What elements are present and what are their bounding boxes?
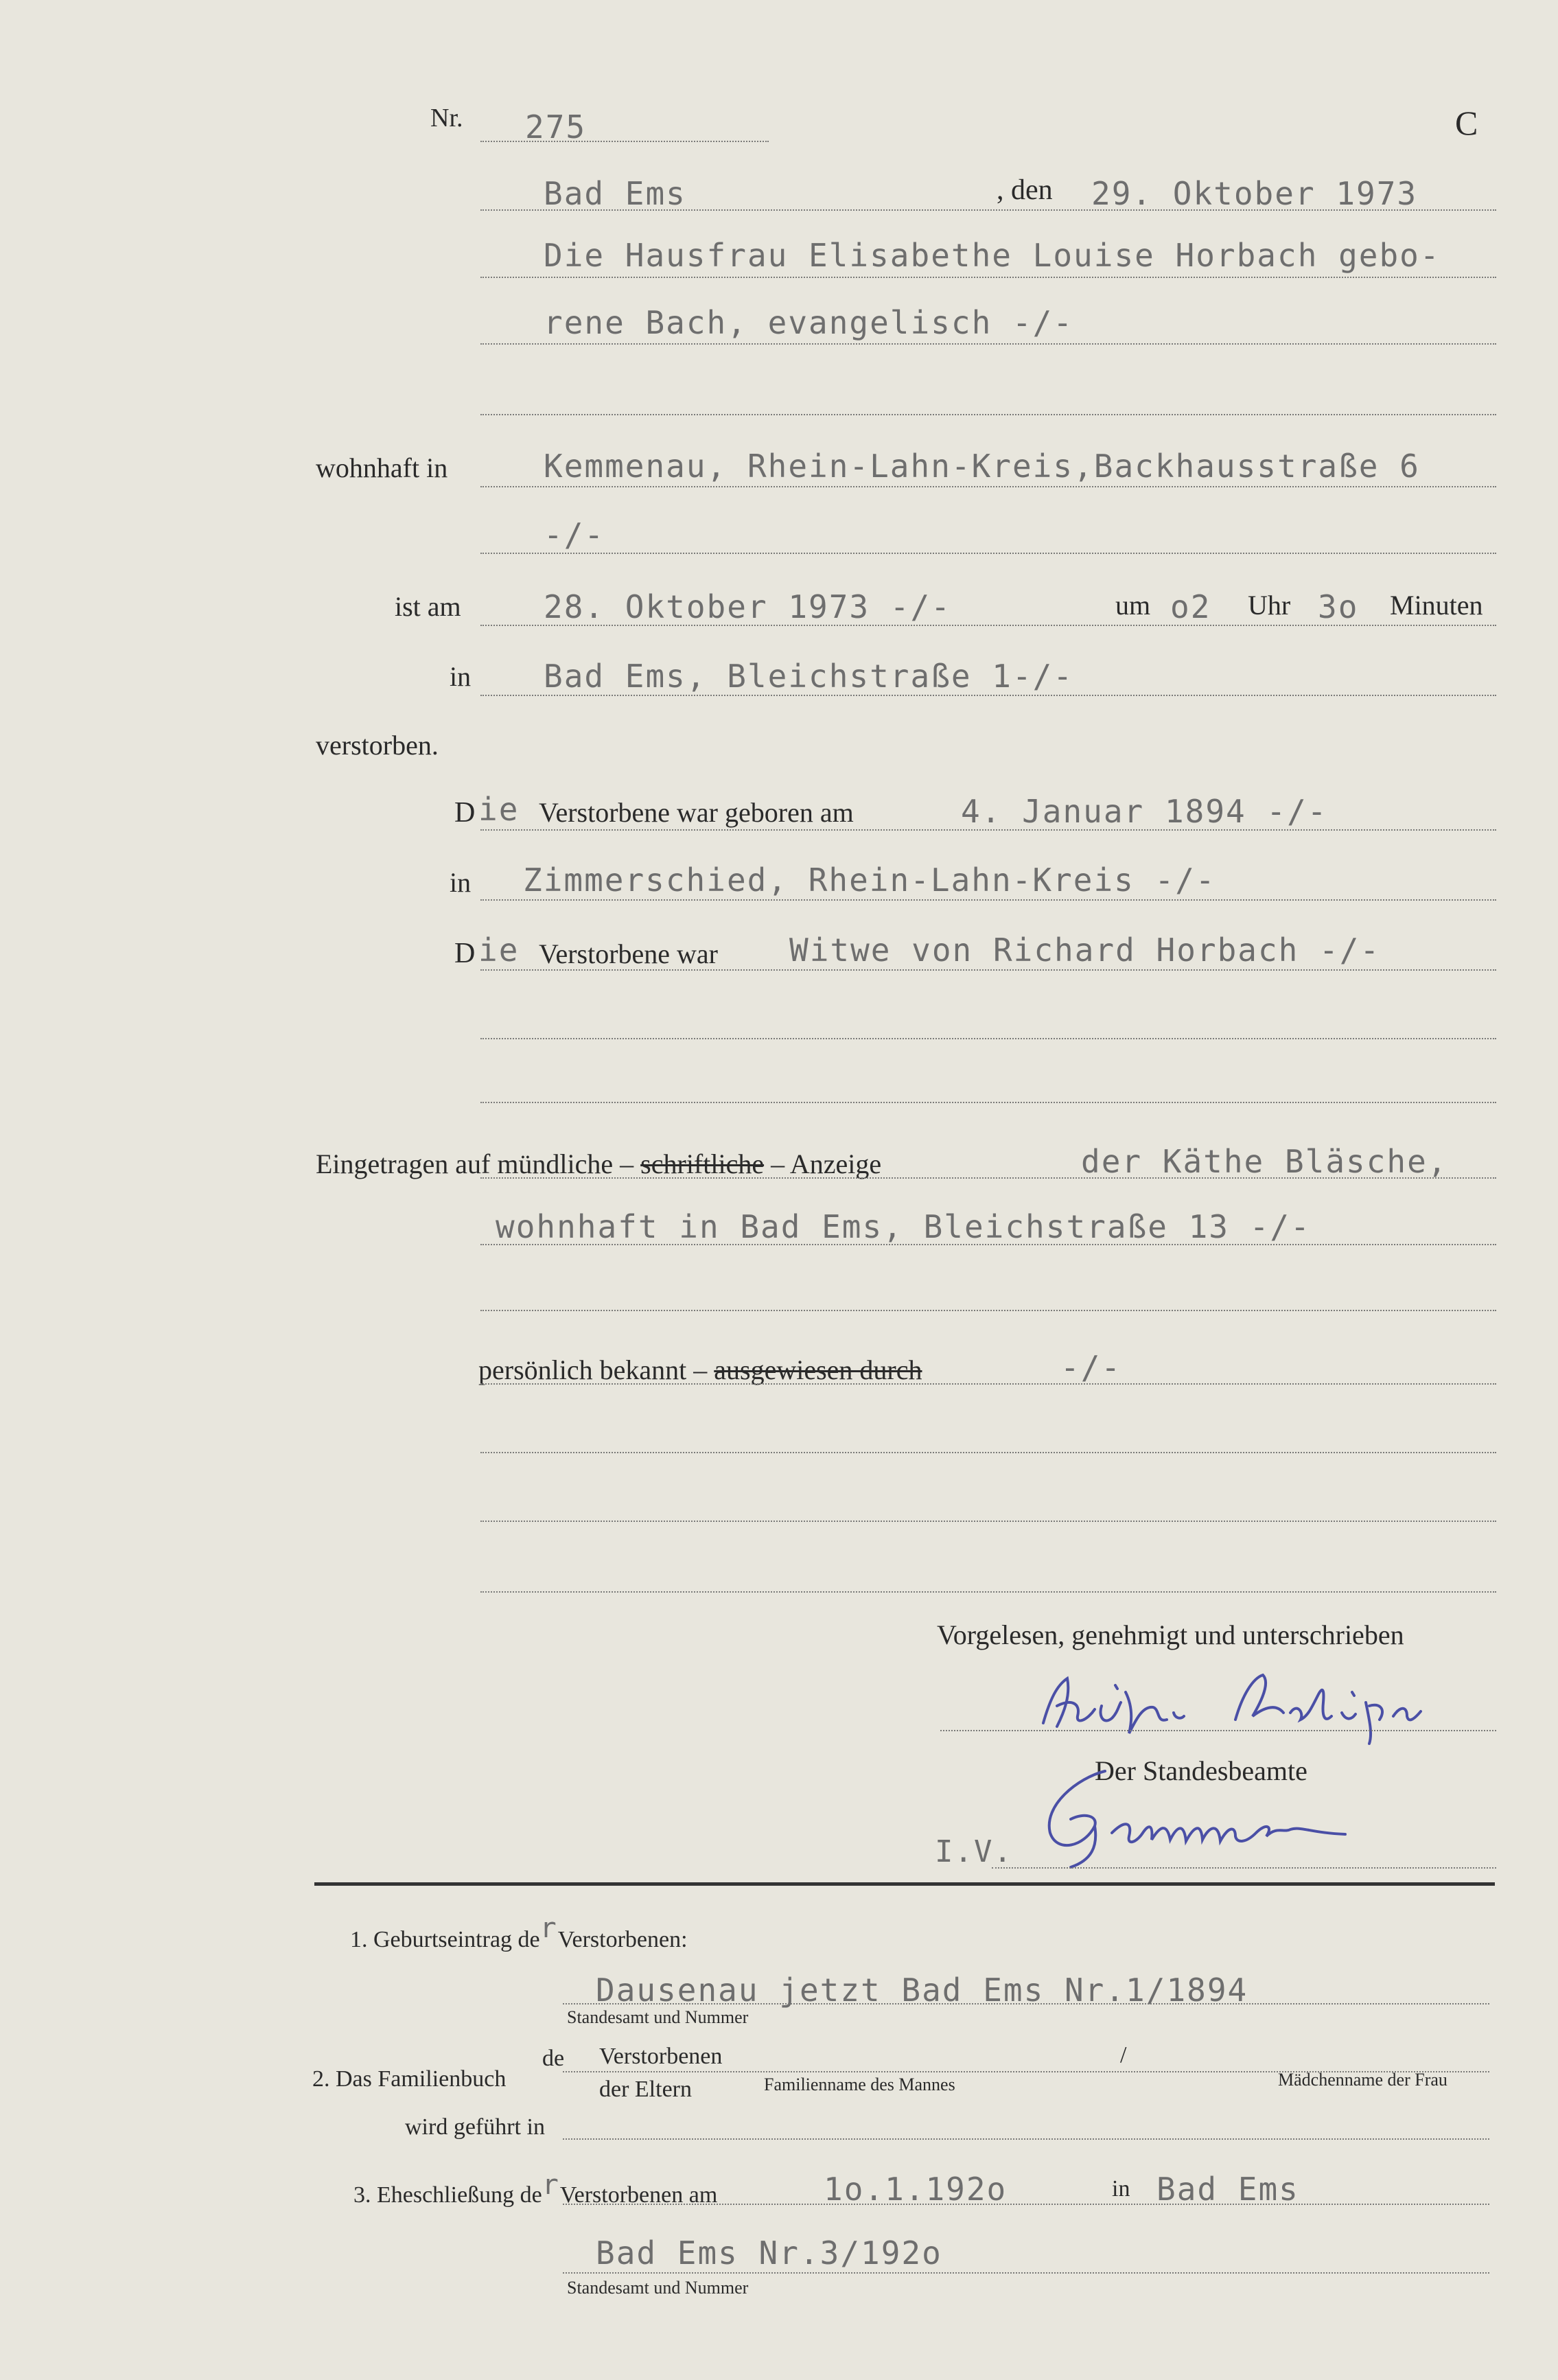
status-d-prefix: D [454,938,476,969]
issue-date: 29. Oktober 1973 [1091,175,1418,212]
official-signature [1030,1757,1441,1874]
death-minute: 3o [1318,588,1359,625]
uhr-label: Uhr [1248,590,1291,621]
status-rule-2 [480,1038,1496,1039]
informant-line-3-rule [480,1310,1496,1311]
identity-rule [480,1383,1496,1385]
note2-kept-in-label: wird geführt in [405,2114,545,2140]
note3-in-label: in [1112,2176,1130,2202]
note2-kept-in-rule [563,2138,1489,2140]
person-line-3-rule [480,414,1496,415]
status-rule [480,969,1496,971]
note2-caption-wife: Mädchenname der Frau [1278,2070,1447,2090]
identity-rule-2 [480,1452,1496,1453]
birth-label: Verstorbene war geboren am [539,797,854,828]
den-label: , den [997,174,1053,206]
note3-rule [563,2204,1489,2205]
official-label: Der Standesbeamte [1095,1755,1307,1786]
note1-value: Dausenau jetzt Bad Ems Nr.1/1894 [596,1972,1248,2009]
identity-value: -/- [1060,1349,1122,1386]
identity-rule-4 [480,1591,1496,1593]
residence-line-1: Kemmenau, Rhein-Lahn-Kreis,Backhausstraße 6 [544,448,1420,485]
um-label: um [1115,590,1151,621]
note3-place: Bad Ems [1156,2171,1299,2208]
death-hour: o2 [1170,588,1211,625]
informant-line-1-rule [480,1177,1496,1179]
birth-d-suffix: ie [478,791,520,828]
note2-slash: / [1120,2042,1127,2068]
birth-place-rule [480,899,1496,901]
status-d-suffix: ie [478,932,520,969]
note2-caption-husband: Familienname des Mannes [764,2075,955,2094]
iv-label: I.V. [935,1834,1013,1869]
identity-rule-3 [480,1521,1496,1522]
death-place: Bad Ems, Bleichstraße 1-/- [544,658,1074,695]
note2-label: 2. Das Familienbuch [312,2066,507,2092]
birth-date-rule [480,829,1496,831]
residence-line-1-rule [480,486,1496,487]
note3-date: 1o.1.192o [824,2171,1008,2208]
person-line-1: Die Hausfrau Elisabethe Louise Horbach gebo- [544,237,1441,274]
note3-caption: Standesamt und Nummer [567,2278,749,2298]
person-line-1-rule [480,277,1496,278]
residence-label: wohnhaft in [316,452,448,483]
place-value: Bad Ems [544,175,686,212]
read-approved-label: Vorgelesen, genehmigt und unterschrieben [937,1619,1404,1650]
section-divider [314,1882,1495,1886]
minuten-label: Minuten [1390,590,1483,621]
note1-caption: Standesamt und Nummer [567,2007,749,2027]
note2-de: de [542,2046,565,2071]
verstorben-label: verstorben. [316,730,439,761]
person-line-2-rule [480,343,1496,345]
note1-label: 1. Geburtseintrag derVerstorbenen: [350,1913,688,1952]
nr-value: 275 [525,108,587,146]
birth-d-prefix: D [454,797,476,829]
official-signature-rule [992,1867,1496,1869]
death-place-rule [480,695,1496,696]
birth-in-label: in [450,867,472,898]
informant-line-1: der Käthe Bläsche, [1081,1143,1448,1180]
birth-date: 4. Januar 1894 -/- [961,793,1328,830]
nr-label: Nr. [430,104,463,132]
note3-value: Bad Ems Nr.3/192o [596,2234,942,2272]
nr-line [480,141,769,142]
death-date-rule [480,625,1496,626]
note3-value-rule [563,2272,1489,2274]
ist-am-label: ist am [395,591,461,622]
status-value: Witwe von Richard Horbach -/- [789,932,1381,969]
category-letter: C [1455,104,1478,142]
informant-line-2-rule [480,1244,1496,1245]
person-line-2: rene Bach, evangelisch -/- [544,304,1074,341]
note2-option-deceased: Verstorbenen [599,2044,723,2069]
note1-rule [563,2003,1489,2004]
birth-place: Zimmerschied, Rhein-Lahn-Kreis -/- [523,862,1216,899]
residence-line-2-rule [480,553,1496,554]
informant-line-2: wohnhaft in Bad Ems, Bleichstraße 13 -/- [496,1208,1311,1245]
status-label: Verstorbene war [539,938,718,969]
death-in-label: in [450,661,472,692]
note3-label: 3. Eheschließung derVerstorbenen am [353,2169,718,2208]
informant-signature-rule [940,1730,1496,1731]
registration-label: Eingetragen auf mündliche – schriftliche – Anzeige [316,1148,882,1179]
death-date: 28. Oktober 1973 -/- [544,588,951,625]
place-date-line [480,209,1496,211]
identity-label: persönlich bekannt – ausgewiesen durch [478,1354,922,1385]
note2-option-parents: der Eltern [599,2077,692,2102]
informant-signature [1030,1665,1524,1747]
status-rule-3 [480,1102,1496,1103]
residence-line-2: -/- [544,516,605,553]
